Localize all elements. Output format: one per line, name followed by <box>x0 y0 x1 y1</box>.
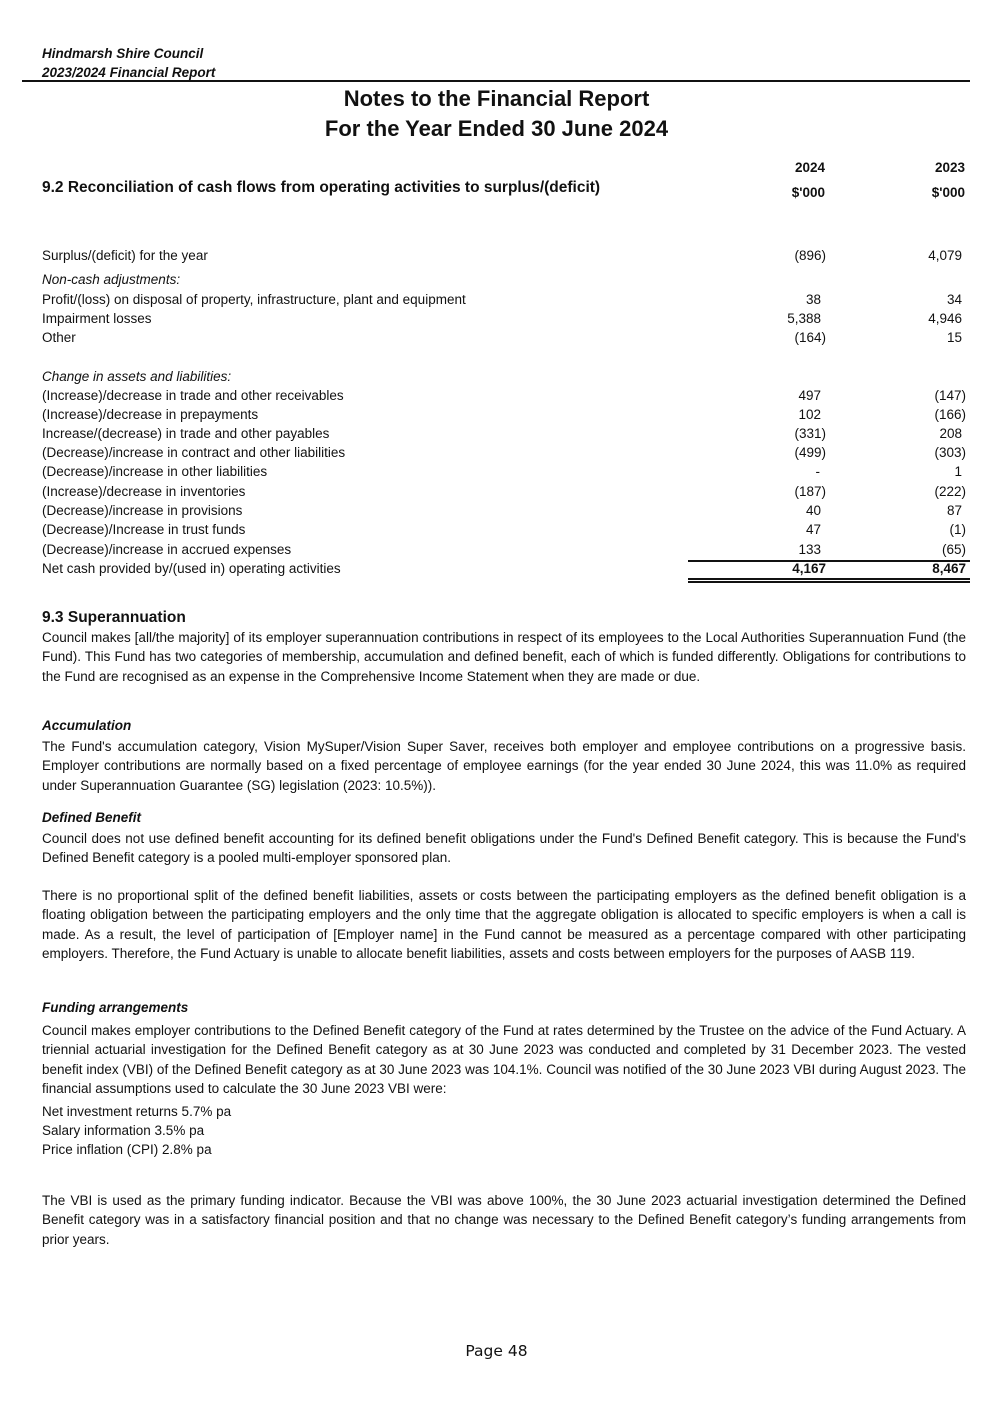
row-label: Surplus/(deficit) for the year <box>42 248 208 263</box>
funding-text: Council makes employer contributions to the Defined Benefit category of the Fund at rates determined by the Trustee on the advice of the Fund Actuary. A triennial actuarial investigation for the Defined Benefit category as at 30 June 2023 was conducted and completed by 31 December 2023. The vested benefit index (VBI) of the Defined Benefit category as at 30 June 2023 was 104.1%. Council was notified of the 30 June 2023 VBI during August 2023. The financial assumptions used to calculate the 30 June 2023 VBI were: <box>42 1023 966 1096</box>
value-2023: (222) <box>934 484 966 499</box>
value-2024: (164) <box>794 330 826 345</box>
row-label: (Decrease)/increase in other liabilities <box>42 464 268 479</box>
column-unit-2024: $'000 <box>791 185 825 200</box>
value-2024: 102 <box>798 407 821 422</box>
value-2024: (331) <box>794 426 826 441</box>
section-9-2-title: 9.2 Reconciliation of cash flows from operating activities to surplus/(deficit) <box>42 179 601 196</box>
value-2023: 4,079 <box>928 248 962 263</box>
table-row <box>42 540 970 559</box>
value-2023: 208 <box>939 426 962 441</box>
total-2024: 4,167 <box>792 561 826 576</box>
row-label: Other <box>42 330 76 345</box>
column-year-2024: 2024 <box>794 160 825 175</box>
total-double-rule-1 <box>688 578 970 580</box>
section-9-3-title: 9.3 Superannuation <box>42 609 186 626</box>
defined-benefit-heading: Defined Benefit <box>42 810 142 825</box>
value-2023: (147) <box>934 388 966 403</box>
row-label: (Decrease)/Increase in trust funds <box>42 522 246 537</box>
value-2024: 40 <box>805 503 821 518</box>
superannuation-intro: Council makes [all/the majority] of its employer superannuation contributions in respect of its employees to the Local Authorities Superannuation Fund (the Fund). This Fund has two categories of membership, accumulation and defined benefit, each of which is funded differently. Obligations for contributions to the Fund are recognised as an expense in the Comprehensive Income Statement when they are made or due. <box>42 630 966 684</box>
value-2024: (499) <box>794 445 826 460</box>
page-subtitle: For the Year Ended 30 June 2024 <box>324 116 669 141</box>
row-label: (Decrease)/increase in accrued expenses <box>42 542 292 557</box>
table-row <box>42 328 970 347</box>
table-row <box>42 386 970 405</box>
value-2023: (166) <box>934 407 966 422</box>
value-2023: 4,946 <box>928 311 962 326</box>
total-double-rule-2 <box>688 581 970 583</box>
defined-benefit-text-1: Council does not use defined benefit accounting for its defined benefit obligations under the Fund's Defined Benefit category. This is because the Fund's Defined Benefit category is a pooled multi-employer sponsored plan. <box>42 831 966 866</box>
table-subheading <box>42 367 970 386</box>
table-row <box>42 246 970 265</box>
assumption-item: Price inflation (CPI) 2.8% pa <box>42 1142 212 1157</box>
row-label: (Decrease)/increase in contract and other liabilities <box>42 445 346 460</box>
value-2024: - <box>815 464 820 479</box>
table-row <box>42 443 970 462</box>
row-label: (Increase)/decrease in trade and other receivables <box>42 388 344 403</box>
assumption-item: Salary information 3.5% pa <box>42 1123 205 1138</box>
value-2024: 38 <box>805 292 821 307</box>
value-2024: (187) <box>794 484 826 499</box>
row-label: Increase/(decrease) in trade and other payables <box>42 426 330 441</box>
table-row <box>42 520 970 539</box>
page-title: Notes to the Financial Report <box>343 86 650 111</box>
row-label: (Decrease)/increase in provisions <box>42 503 243 518</box>
accumulation-heading: Accumulation <box>42 718 132 733</box>
row-label: Change in assets and liabilities: <box>42 369 232 384</box>
table-row <box>42 405 970 424</box>
value-2023: 1 <box>954 464 962 479</box>
column-unit-2023: $'000 <box>931 185 965 200</box>
closing-text: The VBI is used as the primary funding indicator. Because the VBI was above 100%, the 30 June 2023 actuarial investigation determined the Defined Benefit category was in a satisfactory financial position and that no change was necessary to the Defined Benefit category’s funding arrangements from prior years. <box>42 1193 966 1247</box>
table-row <box>42 482 970 501</box>
value-2023: (65) <box>941 542 966 557</box>
value-2023: (1) <box>949 522 966 537</box>
total-2023: 8,467 <box>932 561 966 576</box>
row-label: (Increase)/decrease in prepayments <box>42 407 259 422</box>
report-name: 2023/2024 Financial Report <box>42 65 216 80</box>
column-year-2023: 2023 <box>934 160 965 175</box>
funding-heading: Funding arrangements <box>42 1000 189 1015</box>
table-row <box>42 290 970 309</box>
value-2024: (896) <box>794 248 826 263</box>
value-2024: 133 <box>798 542 821 557</box>
row-label: (Increase)/decrease in inventories <box>42 484 246 499</box>
row-label: Impairment losses <box>42 311 152 326</box>
value-2024: 47 <box>805 522 821 537</box>
council-name: Hindmarsh Shire Council <box>42 46 204 61</box>
table-row <box>42 309 970 328</box>
table-subheading <box>42 270 970 289</box>
total-row <box>42 559 970 578</box>
value-2023: 87 <box>946 503 962 518</box>
header-rule <box>22 80 970 82</box>
defined-benefit-text-2: There is no proportional split of the defined benefit liabilities, assets or costs between the participating employers as the defined benefit obligation is a floating obligation between the participating employers and the only time that the aggregate obligation is allocated to specific employers is when a call is made. As a result, the level of participation of [Employer name] in the Fund cannot be measured as a percentage compared with other participating employers. Therefore, the Fund Actuary is unable to allocate benefit liabilities, assets and costs between employers for the purposes of AASB 119. <box>42 888 966 961</box>
accumulation-text: The Fund's accumulation category, Vision MySuper/Vision Super Saver, receives both employer and employee contributions on a progressive basis. Employer contributions are normally based on a fixed percentage of employee earnings (for the year ended 30 June 2024, this was 11.0% as required under Superannuation Guarantee (SG) legislation (2023: 10.5%)). <box>42 739 966 793</box>
value-2023: (303) <box>934 445 966 460</box>
page-number: Page 48 <box>465 1342 528 1360</box>
row-label: Profit/(loss) on disposal of property, infrastructure, plant and equipment <box>42 292 466 307</box>
row-label: Net cash provided by/(used in) operating activities <box>42 561 341 576</box>
document-header <box>42 44 215 82</box>
assumption-item: Net investment returns 5.7% pa <box>42 1104 232 1119</box>
table-row <box>42 501 970 520</box>
value-2023: 34 <box>946 292 962 307</box>
value-2024: 497 <box>798 388 821 403</box>
value-2023: 15 <box>946 330 962 345</box>
row-label: Non-cash adjustments: <box>42 272 181 287</box>
table-row <box>42 424 970 443</box>
value-2024: 5,388 <box>787 311 821 326</box>
table-row <box>42 462 970 481</box>
